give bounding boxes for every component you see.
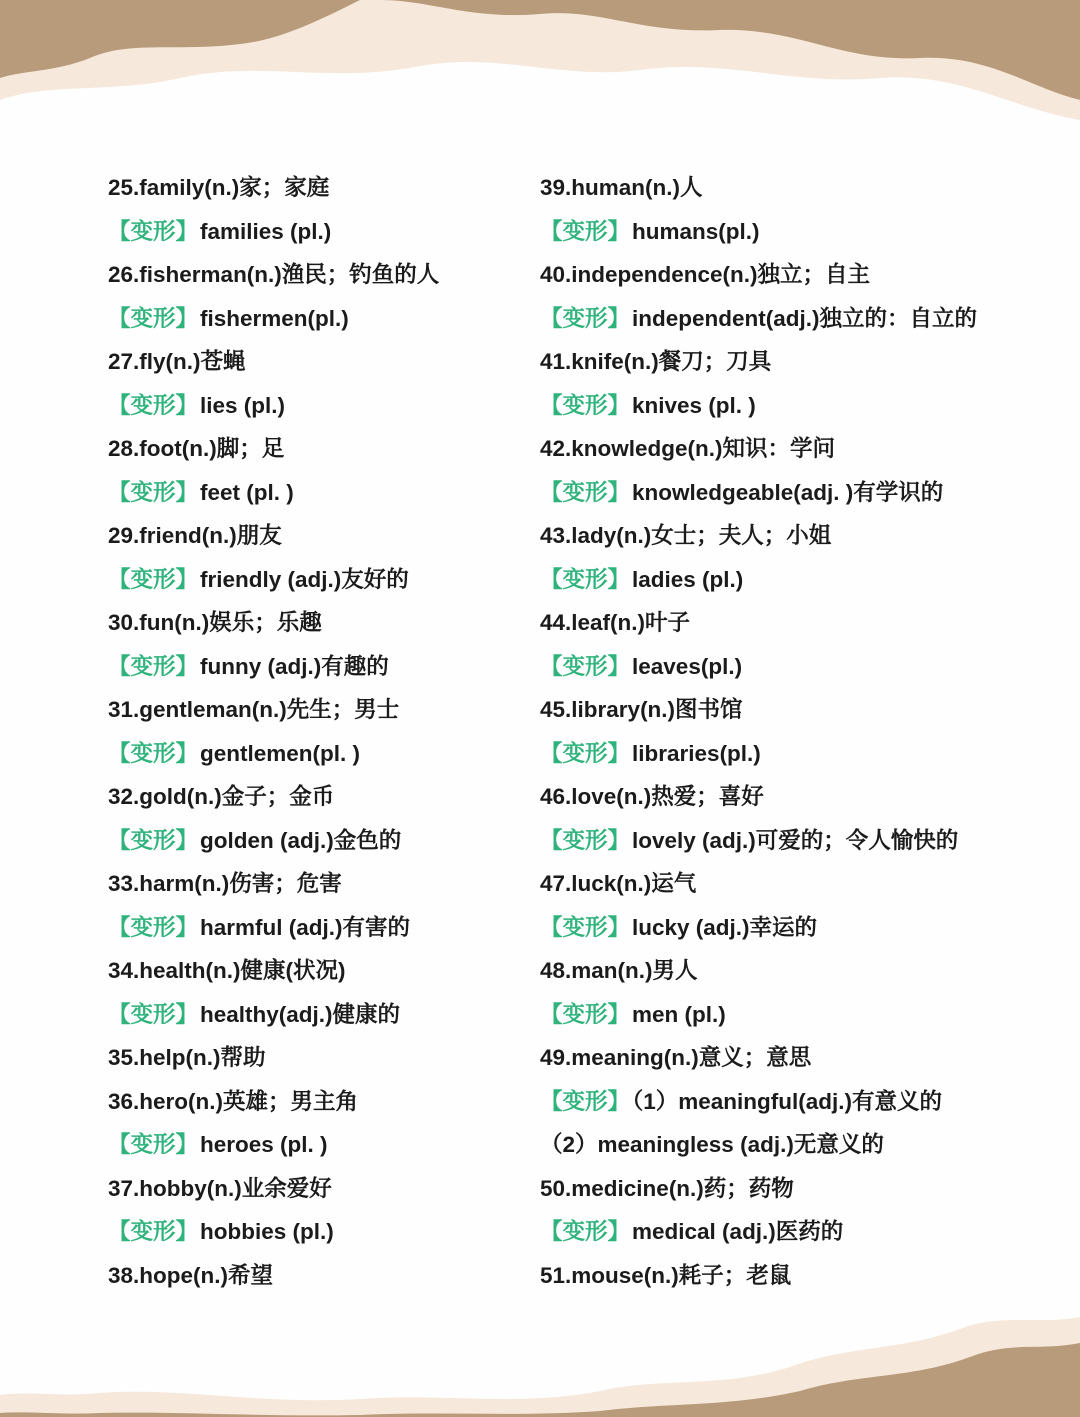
vocab-text: 36.hero(n.)英雄；男主角: [108, 1088, 359, 1114]
variant-tag: 【变形】: [108, 1132, 199, 1157]
right-vocab-column: [540, 166, 1060, 1297]
variant-tag: 【变形】: [540, 392, 631, 418]
vocab-variant-line: [108, 558, 528, 602]
variant-tag: 【变形】: [108, 305, 199, 331]
vocab-text: lucky (adj.)幸运的: [632, 914, 818, 940]
vocab-entry-line: [540, 166, 1060, 210]
variant-tag: 【变形】: [540, 566, 631, 592]
vocab-entry-line: [540, 949, 1060, 993]
variant-tag: 【变形】: [540, 1088, 631, 1114]
vocab-variant-line: [540, 819, 1060, 863]
vocab-text: funny (adj.)有趣的: [200, 653, 389, 679]
vocab-text: ladies (pl.): [632, 566, 744, 592]
vocab-text: 38.hope(n.)希望: [108, 1262, 274, 1288]
vocab-entry-line: [540, 427, 1060, 471]
variant-tag: 【变形】: [540, 1219, 631, 1244]
vocab-text: 51.mouse(n.)耗子；老鼠: [540, 1262, 792, 1288]
vocab-text: 31.gentleman(n.)先生；男士: [108, 697, 400, 722]
vocab-text: 39.human(n.)人: [540, 175, 703, 200]
vocab-variant-line: [108, 210, 528, 254]
vocab-text: medical (adj.)医药的: [632, 1219, 844, 1244]
vocab-variant-line: [540, 1210, 1060, 1254]
vocab-text: independent(adj.)独立的：自立的: [632, 305, 978, 331]
vocab-text: golden (adj.)金色的: [200, 827, 402, 853]
vocab-text: humans(pl.): [632, 218, 760, 244]
vocab-variant-line: [108, 297, 528, 341]
top-wave-decoration: [0, 0, 1080, 140]
vocab-variant-line: [108, 471, 528, 515]
variant-tag: 【变形】: [540, 479, 631, 505]
vocab-entry-line: [540, 775, 1060, 819]
bottom-wave-decoration: [0, 1307, 1080, 1417]
vocab-text: 40.independence(n.)独立；自主: [540, 262, 871, 287]
vocab-text: 28.foot(n.)脚；足: [108, 436, 285, 461]
vocab-entry-line: [108, 1080, 528, 1124]
vocab-entry-line: [108, 1254, 528, 1298]
vocab-text: 33.harm(n.)伤害；危害: [108, 871, 342, 896]
variant-tag: 【变形】: [540, 653, 631, 679]
vocab-entry-line: [108, 601, 528, 645]
vocab-entry-line: [540, 514, 1060, 558]
vocab-variant-line: [108, 384, 528, 428]
vocab-text: 42.knowledge(n.)知识：学问: [540, 436, 836, 461]
variant-tag: 【变形】: [108, 392, 199, 418]
vocab-variant-line: [540, 384, 1060, 428]
vocab-text: families (pl.): [200, 218, 332, 244]
vocab-entry-line: [108, 1167, 528, 1211]
variant-tag: 【变形】: [108, 1001, 199, 1027]
vocab-entry-line: [540, 862, 1060, 906]
vocab-text: lovely (adj.)可爱的；令人愉快的: [632, 827, 959, 853]
variant-tag: 【变形】: [108, 914, 199, 940]
vocab-variant-line: [540, 993, 1060, 1037]
vocab-entry-line: [540, 1167, 1060, 1211]
vocab-text: 50.medicine(n.)药；药物: [540, 1175, 794, 1201]
vocab-variant-line: [540, 645, 1060, 689]
vocab-variant-line: [108, 993, 528, 1037]
vocab-text: （1）meaningful(adj.)有意义的: [632, 1088, 943, 1114]
vocab-text: knowledgeable(adj. )有学识的: [632, 479, 944, 505]
vocab-text: heroes (pl. ): [200, 1132, 328, 1157]
vocab-variant-line: [540, 732, 1060, 776]
variant-tag: 【变形】: [108, 827, 199, 853]
vocab-entry-line: [108, 775, 528, 819]
vocab-entry-line: [540, 253, 1060, 297]
vocab-entry-line: [108, 253, 528, 297]
vocab-entry-line: [540, 340, 1060, 384]
vocab-text: 27.fly(n.)苍蝇: [108, 349, 246, 374]
vocab-entry-line: [108, 949, 528, 993]
variant-tag: 【变形】: [540, 914, 631, 940]
vocab-entry-line: [540, 1123, 1060, 1167]
vocab-text: 34.health(n.)健康(状况): [108, 958, 346, 983]
variant-tag: 【变形】: [108, 740, 199, 766]
vocab-variant-line: [540, 297, 1060, 341]
vocab-text: 32.gold(n.)金子；金币: [108, 784, 335, 809]
variant-tag: 【变形】: [108, 566, 199, 592]
vocab-variant-line: [108, 1123, 528, 1167]
vocab-text: lies (pl.): [200, 392, 286, 418]
vocab-entry-line: [108, 688, 528, 732]
vocab-text: 43.lady(n.)女士；夫人；小姐: [540, 523, 832, 548]
variant-tag: 【变形】: [540, 218, 631, 244]
vocab-entry-line: [108, 166, 528, 210]
vocab-text: 45.library(n.)图书馆: [540, 697, 743, 722]
vocab-text: 30.fun(n.)娱乐；乐趣: [108, 610, 322, 635]
vocab-text: 35.help(n.)帮助: [108, 1045, 266, 1070]
vocab-text: 25.family(n.)家；家庭: [108, 175, 330, 200]
variant-tag: 【变形】: [108, 218, 199, 244]
vocab-entry-line: [540, 601, 1060, 645]
vocab-text: fishermen(pl.): [200, 305, 349, 331]
vocab-variant-line: [108, 732, 528, 776]
vocab-entry-line: [540, 688, 1060, 732]
vocab-entry-line: [108, 1036, 528, 1080]
vocab-variant-line: [540, 210, 1060, 254]
vocab-text: healthy(adj.)健康的: [200, 1001, 401, 1027]
variant-tag: 【变形】: [540, 827, 631, 853]
vocab-text: hobbies (pl.): [200, 1219, 334, 1244]
vocab-variant-line: [108, 1210, 528, 1254]
vocab-text: （2）meaningless (adj.)无意义的: [540, 1132, 884, 1157]
vocab-text: knives (pl. ): [632, 392, 756, 418]
variant-tag: 【变形】: [108, 1219, 199, 1244]
vocab-entry-line: [108, 514, 528, 558]
vocab-text: 41.knife(n.)餐刀；刀具: [540, 349, 772, 374]
vocab-text: 47.luck(n.)运气: [540, 871, 697, 896]
vocab-variant-line: [108, 819, 528, 863]
vocab-text: 46.love(n.)热爱；喜好: [540, 784, 764, 809]
left-vocab-column: [108, 166, 528, 1297]
vocab-text: 49.meaning(n.)意义；意思: [540, 1045, 812, 1070]
vocab-text: 44.leaf(n.)叶子: [540, 610, 691, 635]
vocab-variant-line: [540, 1080, 1060, 1124]
vocab-text: feet (pl. ): [200, 479, 294, 505]
variant-tag: 【变形】: [540, 740, 631, 766]
variant-tag: 【变形】: [108, 653, 199, 679]
vocab-entry-line: [540, 1036, 1060, 1080]
vocab-entry-line: [108, 862, 528, 906]
variant-tag: 【变形】: [540, 305, 631, 331]
vocab-text: 48.man(n.)男人: [540, 958, 698, 983]
vocab-variant-line: [540, 558, 1060, 602]
vocab-entry-line: [108, 340, 528, 384]
vocab-text: 29.friend(n.)朋友: [108, 523, 282, 548]
vocab-variant-line: [108, 906, 528, 950]
vocab-text: 37.hobby(n.)业余爱好: [108, 1175, 332, 1201]
vocab-variant-line: [540, 906, 1060, 950]
vocab-entry-line: [108, 427, 528, 471]
vocab-text: leaves(pl.): [632, 653, 743, 679]
vocab-text: gentlemen(pl. ): [200, 740, 361, 766]
vocab-text: libraries(pl.): [632, 740, 761, 766]
vocab-text: men (pl.): [632, 1001, 726, 1027]
vocab-text: 26.fisherman(n.)渔民；钓鱼的人: [108, 262, 440, 287]
variant-tag: 【变形】: [540, 1001, 631, 1027]
vocab-variant-line: [540, 471, 1060, 515]
vocab-entry-line: [540, 1254, 1060, 1298]
vocab-variant-line: [108, 645, 528, 689]
variant-tag: 【变形】: [108, 479, 199, 505]
vocab-text: friendly (adj.)友好的: [200, 566, 409, 592]
vocab-text: harmful (adj.)有害的: [200, 914, 411, 940]
